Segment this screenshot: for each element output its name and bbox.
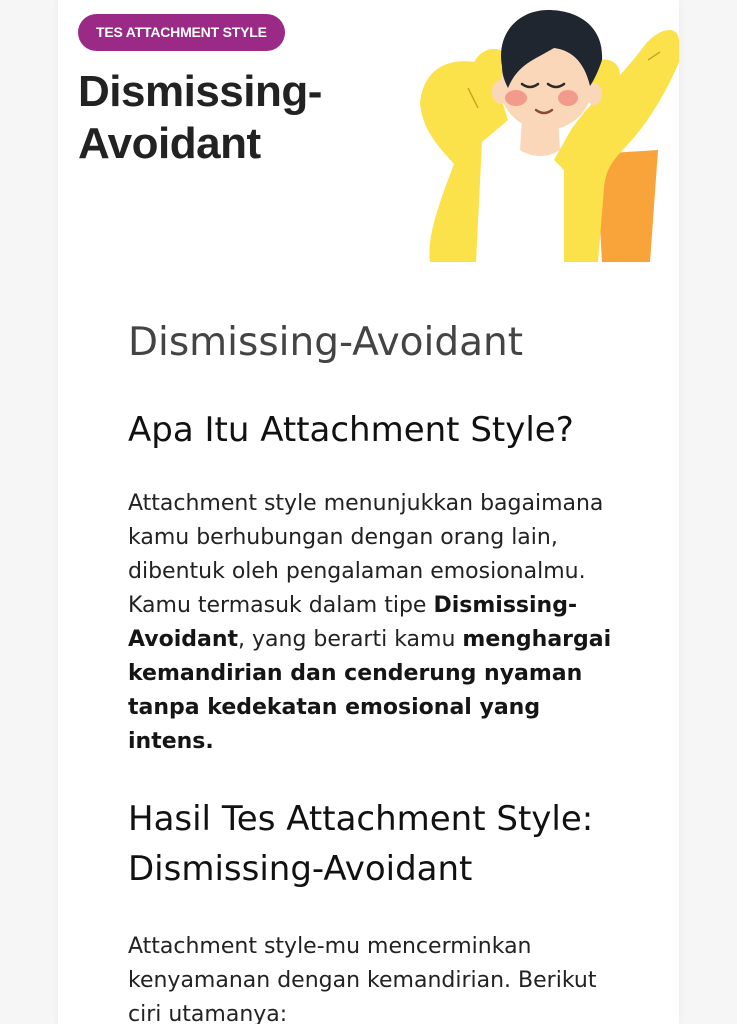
paragraph-bold-type: Dismissing-Avoidant — [128, 593, 578, 652]
section-paragraph-result: Attachment style-mu mencerminkan kenyamanan dengan kemandirian. Berikut ciri utamanya: — [128, 934, 597, 1024]
cheek-right — [558, 90, 578, 106]
ear-right — [586, 83, 602, 105]
hero-title-line1: Dismissing- — [78, 67, 322, 116]
article-title: Dismissing-Avoidant — [128, 320, 524, 365]
cheek-left — [505, 90, 527, 106]
relaxed-person-illustration — [358, 0, 679, 270]
hero-banner — [58, 0, 679, 270]
hero-title — [78, 66, 378, 170]
result-page — [58, 0, 679, 1024]
hero-title-line2: Avoidant — [78, 119, 261, 168]
section-paragraph-what-is — [128, 487, 618, 759]
white-shirt — [488, 150, 564, 262]
category-badge: TES ATTACHMENT STYLE — [78, 14, 285, 51]
section-heading-result: Hasil Tes Attachment Style: Dismissing-Avoidant — [128, 799, 594, 889]
section-heading-what-is: Apa Itu Attachment Style? — [128, 410, 574, 450]
article-content — [128, 318, 618, 1024]
paragraph-text-part1: Attachment style menunjukkan bagaimana kamu berhubungan dengan orang lain, dibentuk oleh pengalaman emosionalmu. Kamu termasuk dalam tipe — [128, 491, 604, 618]
paragraph-bold-meaning: menghargai kemandirian dan cenderung nyaman tanpa kedekatan emosional yang intens. — [128, 627, 612, 754]
paragraph-text-part2: , yang berarti kamu — [238, 627, 463, 652]
